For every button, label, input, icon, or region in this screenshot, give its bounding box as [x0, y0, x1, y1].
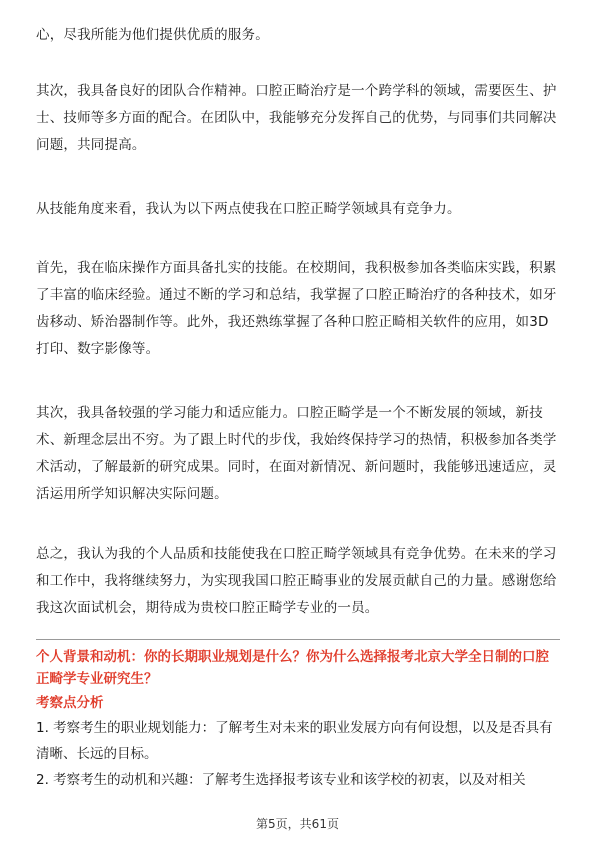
analysis-title: 考察点分析	[36, 695, 104, 711]
list-item: 1. 考察考生的职业规划能力：了解考生对未来的职业发展方向有何设想，以及是否具有清晰、长远的目标。	[36, 720, 553, 762]
list-item: 2. 考察考生的动机和兴趣：了解考生选择报考该专业和该学校的初衷，以及对相关	[36, 772, 526, 788]
section-divider	[36, 639, 560, 640]
paragraph-skills-intro: 从技能角度来看，我认为以下两点使我在口腔正畸学领域具有竞争力。	[36, 201, 461, 217]
analysis-list	[36, 715, 560, 793]
paragraph-conclusion: 总之，我认为我的个人品质和技能使我在口腔正畸学领域具有竞争优势。在未来的学习和工作中，我将继续努力，为实现我国口腔正畸事业的发展贡献自己的力量。感谢您给我这次面试机会，期待成为贵校口腔正畸学专业的一员。	[36, 546, 557, 616]
paragraph-clinical-skills: 首先，我在临床操作方面具备扎实的技能。在校期间，我积极参加各类临床实践，积累了丰富的临床经验。通过不断的学习和总结，我掌握了口腔正畸治疗的各种技术，如牙齿移动、矫治器制作等。此外，我还熟练掌握了各种口腔正畸相关软件的应用，如3D打印、数字影像等。	[36, 260, 557, 357]
paragraph-learning-ability: 其次，我具备较强的学习能力和适应能力。口腔正畸学是一个不断发展的领域，新技术、新理念层出不穷。为了跟上时代的步伐，我始终保持学习的热情，积极参加各类学术活动，了解最新的研究成果。同时，在面对新情况、新问题时，我能够迅速适应，灵活运用所学知识解决实际问题。	[36, 405, 557, 502]
interview-question: 个人背景和动机：你的长期职业规划是什么？你为什么选择报考北京大学全日制的口腔正畸学专业研究生？	[36, 649, 549, 687]
paragraph-teamwork: 其次，我具备良好的团队合作精神。口腔正畸治疗是一个跨学科的领域，需要医生、护士、技师等多方面的配合。在团队中，我能够充分发挥自己的优势，与同事们共同解决问题，共同提高。	[36, 83, 557, 153]
paragraph-continuation: 心，尽我所能为他们提供优质的服务。	[36, 27, 269, 43]
page-footer: 第5页，共61页	[256, 817, 339, 831]
